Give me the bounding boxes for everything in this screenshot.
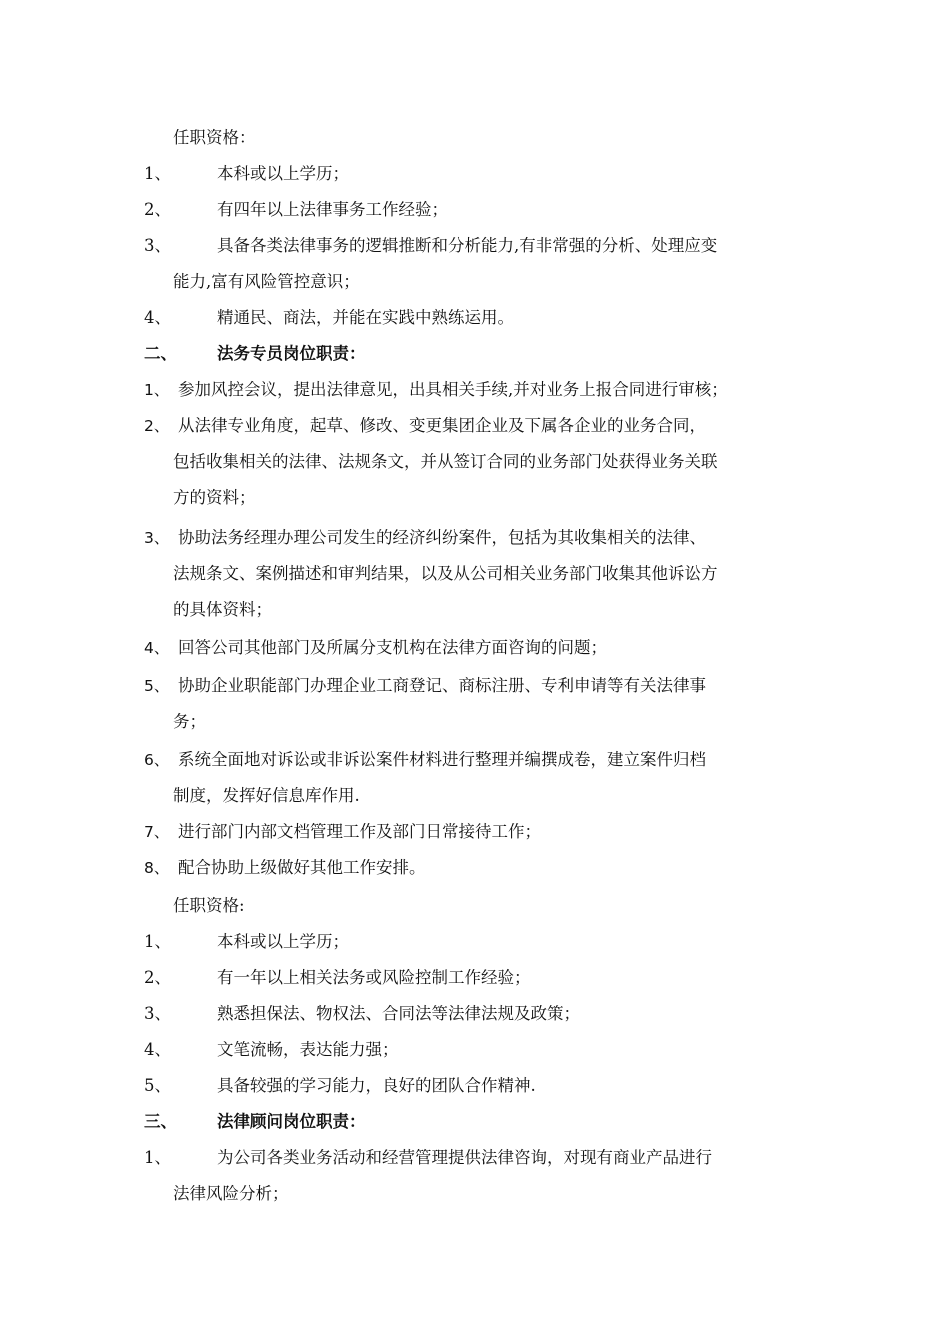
list-item-continuation: 法律风险分析； [173, 1184, 289, 1203]
section-number: 三、 [144, 1112, 177, 1131]
list-item [0, 963, 950, 993]
list-item-continuation: 法规条文、案例描述和审判结果，以及从公司相关业务部门收集其他诉讼方 [173, 564, 718, 583]
item-number: 3、 [144, 529, 170, 547]
item-text: 回答公司其他部门及所属分支机构在法律方面咨询的问题； [178, 638, 607, 657]
item-number: 1、 [144, 381, 170, 399]
list-item-continuation: 的具体资料； [173, 600, 272, 619]
item-number: 2、 [144, 968, 171, 987]
item-number: 2、 [144, 417, 170, 435]
list-item [0, 231, 950, 261]
list-item [0, 633, 950, 663]
list-item-continuation: 制度，发挥好信息库作用. [173, 786, 360, 805]
item-number: 1、 [144, 1148, 171, 1167]
section-title: 法务专员岗位职责： [217, 344, 366, 363]
item-text: 配合协助上级做好其他工作安排。 [178, 858, 426, 877]
list-item [0, 159, 950, 189]
item-number: 4、 [144, 639, 170, 657]
list-item [0, 745, 950, 775]
item-number: 3、 [144, 236, 171, 255]
item-text: 协助企业职能部门办理企业工商登记、商标注册、专利申请等有关法律事 [178, 676, 706, 695]
item-number: 3、 [144, 1004, 171, 1023]
list-item-continuation: 方的资料； [173, 488, 256, 507]
list-item [0, 853, 950, 883]
list-item [0, 195, 950, 225]
item-text: 协助法务经理办理公司发生的经济纠纷案件，包括为其收集相关的法律、 [178, 528, 706, 547]
section-heading-3 [0, 1107, 950, 1137]
item-text: 熟悉担保法、物权法、合同法等法律法规及政策； [217, 1004, 580, 1023]
item-number: 5、 [144, 677, 170, 695]
item-number: 5、 [144, 1076, 171, 1095]
item-text: 从法律专业角度，起草、修改、变更集团企业及下属各企业的业务合同， [178, 416, 706, 435]
item-text: 具备较强的学习能力，良好的团队合作精神. [217, 1076, 536, 1095]
list-item [0, 999, 950, 1029]
list-item [0, 671, 950, 701]
list-item [0, 411, 950, 441]
item-text: 有四年以上法律事务工作经验； [217, 200, 448, 219]
list-item [0, 1143, 950, 1173]
list-item [0, 1071, 950, 1101]
item-text: 系统全面地对诉讼或非诉讼案件材料进行整理并编撰成卷，建立案件归档 [178, 750, 706, 769]
list-item [0, 523, 950, 553]
list-item-continuation: 务； [173, 712, 206, 731]
item-number: 7、 [144, 823, 170, 841]
section-number: 二、 [144, 344, 177, 363]
section-title: 法律顾问岗位职责： [217, 1112, 366, 1131]
item-number: 4、 [144, 1040, 171, 1059]
item-number: 8、 [144, 859, 170, 877]
list-item-continuation: 包括收集相关的法律、法规条文，并从签订合同的业务部门处获得业务关联 [173, 452, 718, 471]
item-text: 文笔流畅，表达能力强； [217, 1040, 399, 1059]
item-text: 精通民、商法，并能在实践中熟练运用。 [217, 308, 514, 327]
section-heading-2 [0, 339, 950, 369]
item-number: 4、 [144, 308, 171, 327]
list-item [0, 927, 950, 957]
list-item [0, 817, 950, 847]
item-text: 为公司各类业务活动和经营管理提供法律咨询，对现有商业产品进行 [217, 1148, 712, 1167]
list-item [0, 1035, 950, 1065]
list-item [0, 303, 950, 333]
item-text: 有一年以上相关法务或风险控制工作经验； [217, 968, 531, 987]
item-number: 1、 [144, 932, 171, 951]
item-number: 2、 [144, 200, 171, 219]
item-text: 本科或以上学历； [217, 164, 349, 183]
item-number: 6、 [144, 751, 170, 769]
item-text: 本科或以上学历； [217, 932, 349, 951]
list-item [0, 375, 950, 405]
item-text: 参加风控会议，提出法律意见，出具相关手续,并对业务上报合同进行审核； [178, 380, 728, 399]
item-text: 具备各类法律事务的逻辑推断和分析能力,有非常强的分析、处理应变 [217, 236, 718, 255]
item-text: 进行部门内部文档管理工作及部门日常接待工作； [178, 822, 541, 841]
qualifications-heading-2: 任职资格: [173, 896, 245, 915]
item-number: 1、 [144, 164, 171, 183]
qualifications-heading-1: 任职资格： [173, 128, 256, 147]
list-item-continuation: 能力,富有风险管控意识； [173, 272, 360, 291]
